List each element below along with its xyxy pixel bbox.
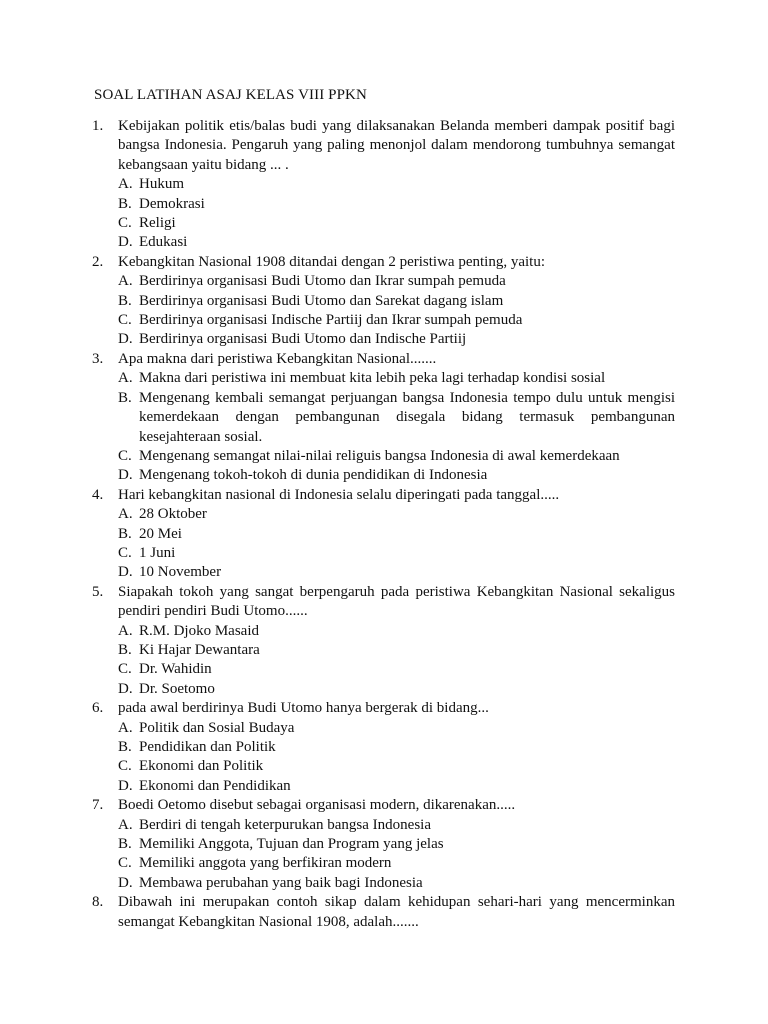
question-number: 7. (92, 797, 104, 814)
option-letter: A. (118, 506, 133, 523)
question-number: 1. (92, 118, 104, 134)
option-letter: D. (118, 874, 133, 891)
option-letter: A. (118, 176, 133, 193)
question-4 (92, 486, 675, 583)
question-text: Apa makna dari peristiwa Kebangkitan Nasional....... (118, 350, 437, 367)
question-5-option-b (92, 641, 675, 660)
option-text: Berdirinya organisasi Indische Partiij dan Ikrar sumpah pemuda (139, 312, 523, 329)
option-text: Ekonomi dan Politik (139, 758, 264, 775)
question-5-option-c (92, 660, 675, 679)
option-letter: B. (118, 292, 132, 309)
question-7 (92, 796, 675, 893)
question-3-option-b (92, 389, 675, 447)
option-letter: D. (118, 680, 133, 697)
question-8 (92, 893, 675, 932)
question-2-option-d (92, 330, 675, 349)
question-number: 6. (92, 700, 104, 717)
question-7-option-d (92, 874, 675, 893)
question-7-option-a (92, 816, 675, 835)
option-text: Berdirinya organisasi Budi Utomo dan Sarekat dagang islam (139, 292, 504, 309)
question-text: Boedi Oetomo disebut sebagai organisasi modern, dikarenakan..... (118, 797, 516, 814)
option-text: 1 Juni (139, 544, 176, 561)
option-list (92, 369, 675, 485)
question-text: pada awal berdirinya Budi Utomo hanya bergerak di bidang... (118, 700, 489, 717)
option-letter: A. (118, 622, 133, 639)
question-text: Dibawah ini merupakan contoh sikap dalam kehidupan sehari-hari yang mencerminkan semangat Kebangkitan Nasional 1908, adalah....... (118, 894, 675, 930)
option-text: Pendidikan dan Politik (139, 739, 276, 755)
option-letter: C. (118, 215, 132, 232)
question-1-option-c (92, 214, 675, 233)
option-text: 20 Mei (139, 525, 182, 542)
option-text: Mengenang tokoh-tokoh di dunia pendidikan di Indonesia (139, 467, 488, 484)
option-text: Ki Hajar Dewantara (139, 641, 260, 658)
option-letter: B. (118, 641, 132, 658)
option-text: Politik dan Sosial Budaya (139, 719, 295, 736)
option-text: Berdirinya organisasi Budi Utomo dan Ikrar sumpah pemuda (139, 273, 506, 290)
question-3-option-a (92, 369, 675, 388)
option-text: Religi (139, 215, 176, 232)
option-list (92, 175, 675, 253)
option-text: 10 November (139, 564, 222, 581)
option-letter: D. (118, 777, 133, 794)
option-text: Berdirinya organisasi Budi Utomo dan Indische Partiij (139, 331, 467, 348)
question-6-option-a (92, 719, 675, 738)
option-letter: B. (118, 525, 132, 542)
option-letter: C. (118, 855, 132, 872)
page-title: SOAL LATIHAN ASAJ KELAS VIII PPKN (94, 87, 367, 103)
option-text: Edukasi (139, 234, 188, 251)
option-text: R.M. Djoko Masaid (139, 622, 259, 639)
option-text: Hukum (139, 176, 184, 193)
option-letter: B. (118, 389, 132, 406)
option-letter: B. (118, 836, 132, 853)
question-number: 8. (92, 894, 104, 911)
question-4-option-c (92, 544, 675, 563)
option-letter: A. (118, 370, 133, 387)
option-text: Mengenang kembali semangat perjuangan bangsa Indonesia tempo dulu untuk mengisi kemerdekaan dengan pembangunan disegala bidang termasuk pembangunan kesejahteraan sosial. (139, 389, 675, 445)
question-5-option-a (92, 622, 675, 641)
option-text: Membawa perubahan yang baik bagi Indonesia (139, 874, 423, 891)
option-letter: D. (118, 467, 133, 484)
option-letter: D. (118, 331, 133, 348)
question-list (92, 117, 675, 932)
option-letter: A. (118, 719, 133, 736)
option-list (92, 272, 675, 350)
question-4-option-b (92, 525, 675, 544)
option-text: Dr. Soetomo (139, 680, 215, 697)
question-1-option-a (92, 175, 675, 194)
option-letter: C. (118, 447, 132, 464)
option-text: Ekonomi dan Pendidikan (139, 777, 291, 794)
option-text: Memiliki anggota yang berfikiran modern (139, 855, 392, 872)
option-text: Makna dari peristiwa ini membuat kita lebih peka lagi terhadap kondisi sosial (139, 370, 606, 387)
question-5 (92, 583, 675, 699)
question-text: Siapakah tokoh yang sangat berpengaruh pada peristiwa Kebangkitan Nasional sekaligus pendiri pendiri Budi Utomo...... (118, 583, 675, 620)
option-text: Mengenang semangat nilai-nilai religuis bangsa Indonesia di awal kemerdekaan (139, 447, 620, 464)
question-7-option-b (92, 835, 675, 854)
option-letter: C. (118, 544, 132, 561)
option-list (92, 505, 675, 583)
question-7-option-c (92, 854, 675, 873)
option-letter: A. (118, 816, 133, 833)
question-6-option-c (92, 757, 675, 776)
question-2-option-c (92, 311, 675, 330)
option-list (92, 622, 675, 700)
question-3 (92, 350, 675, 486)
option-letter: B. (118, 739, 132, 755)
option-text: Berdiri di tengah keterpurukan bangsa Indonesia (139, 816, 431, 833)
question-number: 4. (92, 486, 104, 503)
question-number: 5. (92, 583, 104, 600)
option-text: Demokrasi (139, 195, 205, 212)
option-text: Memiliki Anggota, Tujuan dan Program yang jelas (139, 836, 444, 853)
option-text: Dr. Wahidin (139, 661, 212, 678)
question-1-option-d (92, 233, 675, 252)
question-2 (92, 253, 675, 350)
question-text: Kebangkitan Nasional 1908 ditandai dengan 2 peristiwa penting, yaitu: (118, 253, 545, 270)
option-letter: B. (118, 195, 132, 212)
question-4-option-d (92, 563, 675, 582)
option-letter: D. (118, 234, 133, 251)
question-6-option-b (92, 738, 675, 757)
option-list (92, 719, 675, 797)
question-number: 2. (92, 253, 104, 270)
option-letter: D. (118, 564, 133, 581)
question-5-option-d (92, 680, 675, 699)
question-2-option-b (92, 292, 675, 311)
option-letter: A. (118, 273, 133, 290)
option-text: 28 Oktober (139, 506, 207, 523)
option-letter: C. (118, 312, 132, 329)
question-2-option-a (92, 272, 675, 291)
question-6-option-d (92, 777, 675, 796)
question-4-option-a (92, 505, 675, 524)
question-1 (92, 117, 675, 253)
question-3-option-c (92, 447, 675, 466)
question-6 (92, 699, 675, 796)
question-text: Hari kebangkitan nasional di Indonesia selalu diperingati pada tanggal..... (118, 486, 560, 503)
question-number: 3. (92, 350, 104, 367)
question-1-option-b (92, 195, 675, 214)
option-letter: C. (118, 661, 132, 678)
option-list (92, 816, 675, 894)
option-letter: C. (118, 758, 132, 775)
question-text: Kebijakan politik etis/balas budi yang dilaksanakan Belanda memberi dampak positif bagi bangsa Indonesia. Pengaruh yang paling menonjol dalam mendorong tumbuhnya semangat kebangsaan yaitu bidang ... . (118, 118, 675, 173)
question-3-option-d (92, 466, 675, 485)
